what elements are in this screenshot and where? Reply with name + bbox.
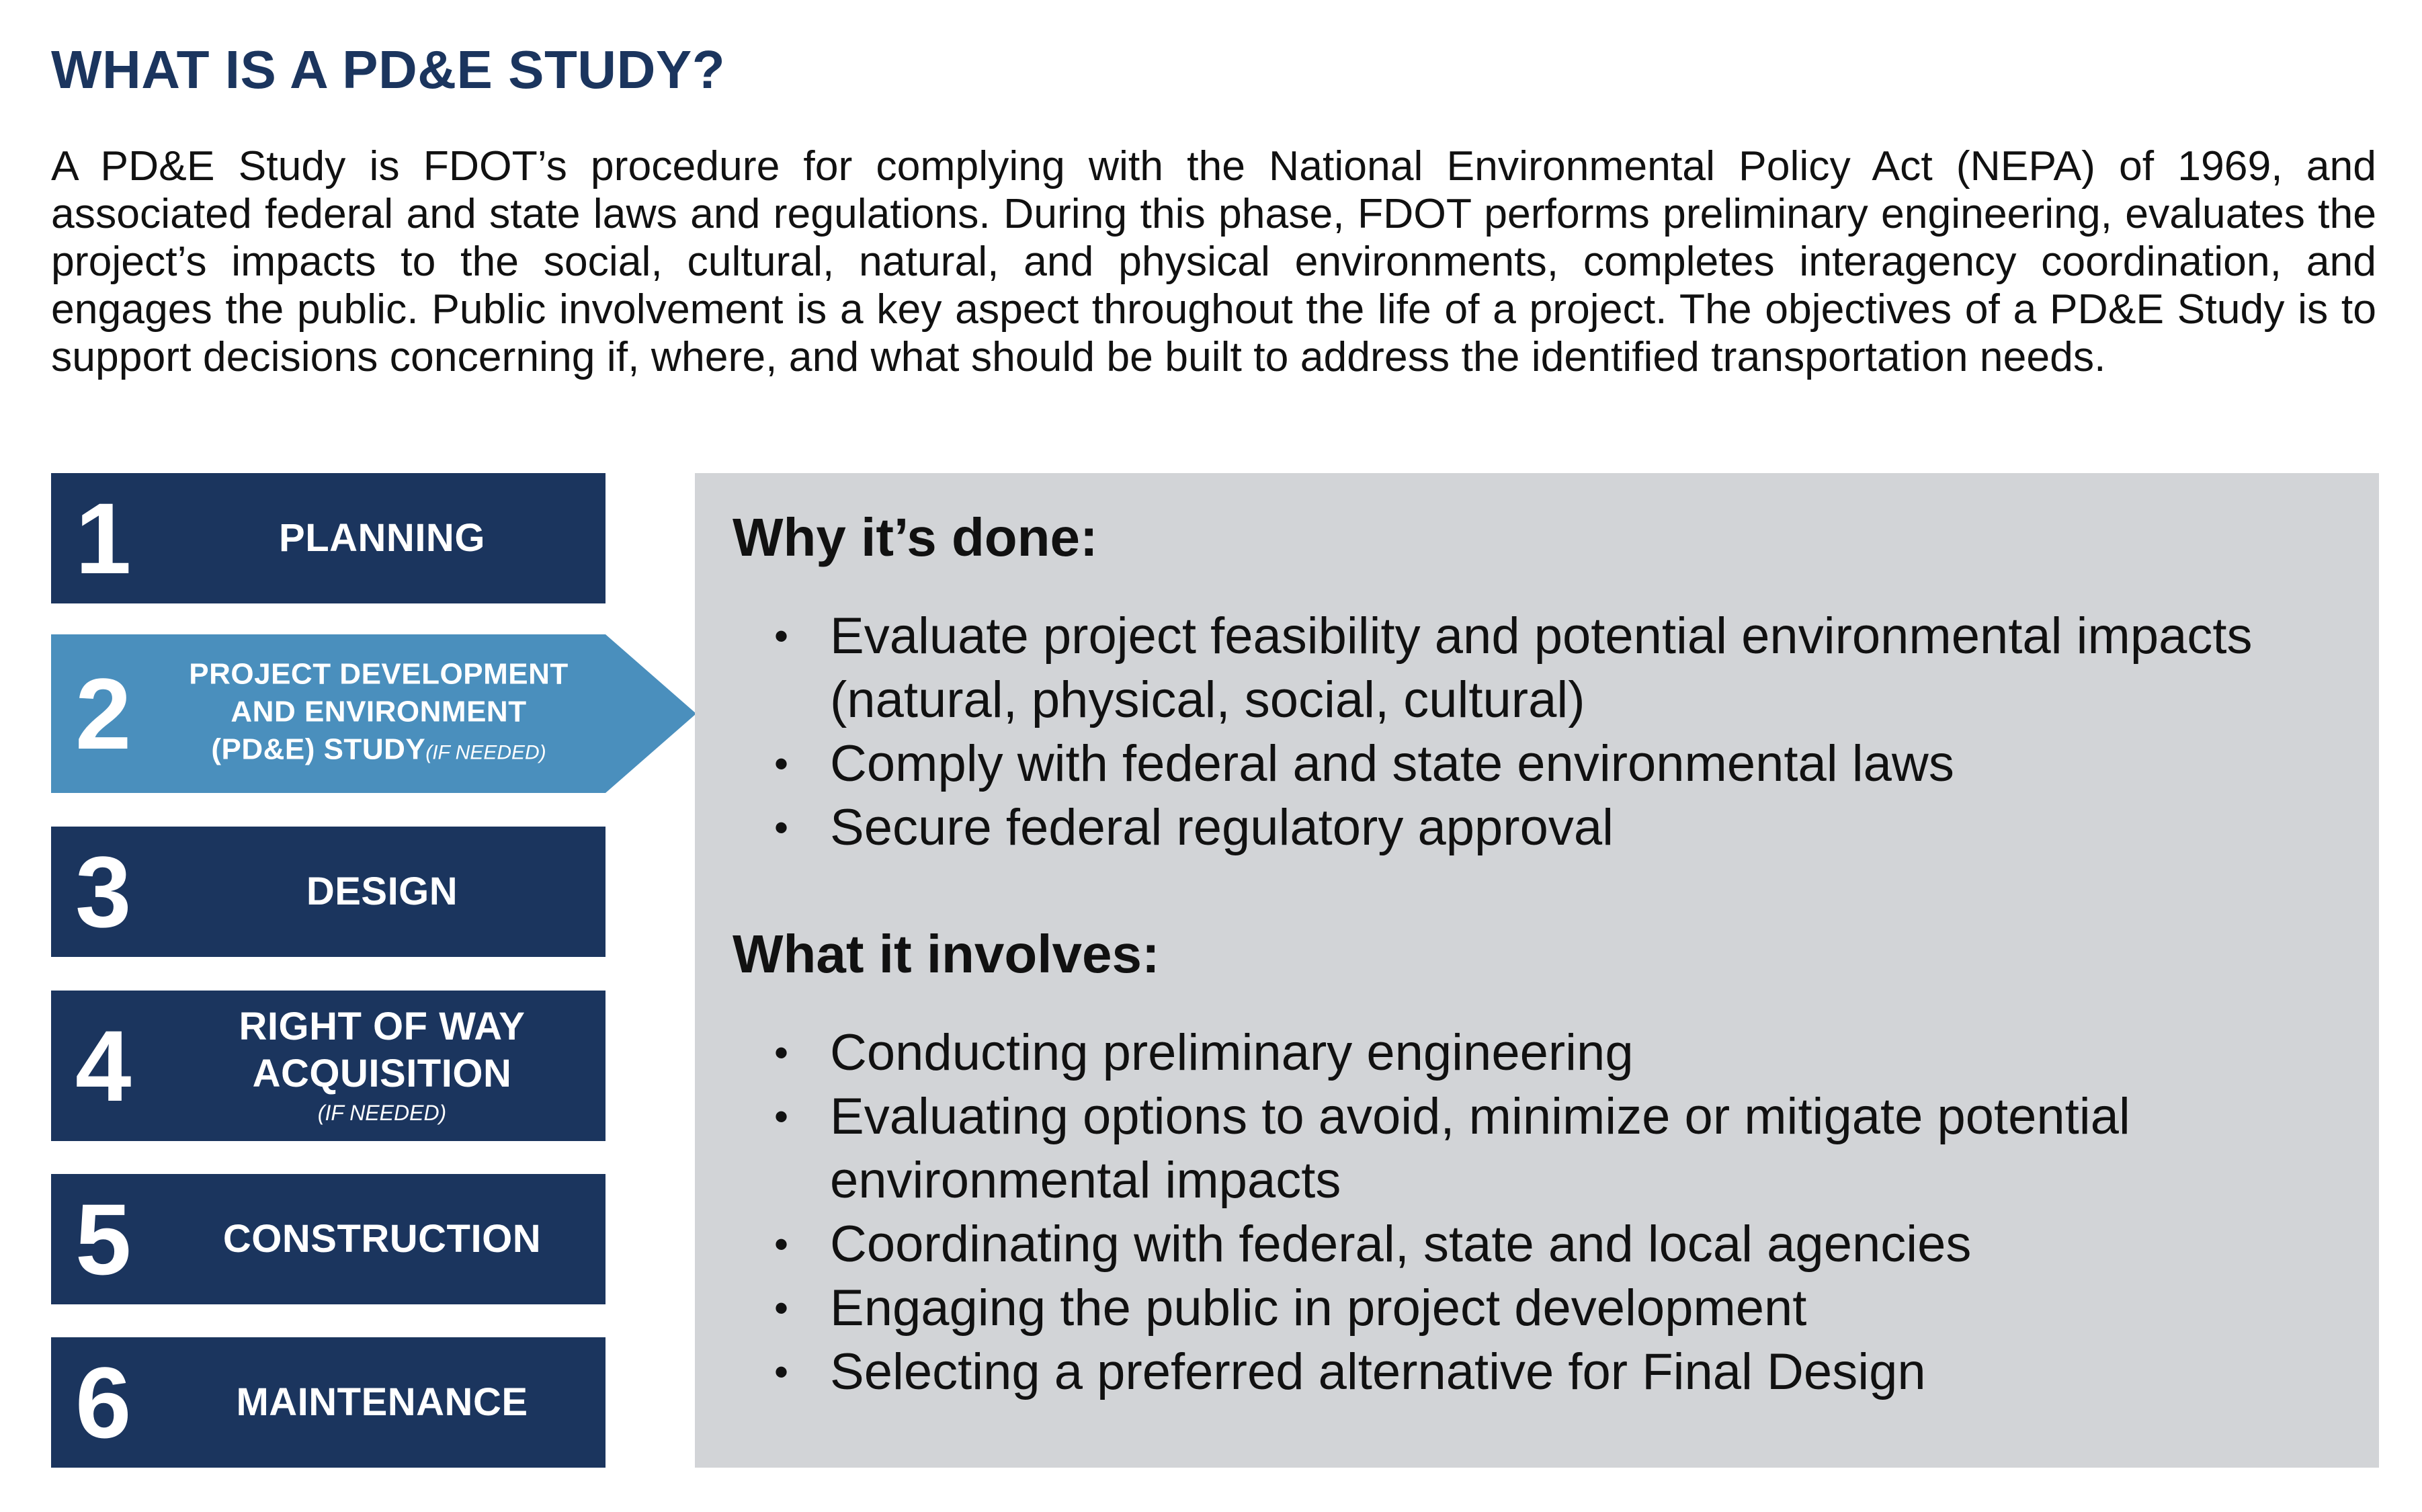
list-item-text: Coordinating with federal, state and local agencies (830, 1216, 1972, 1273)
list-item-text: Comply with federal and state environmental laws (830, 735, 1954, 792)
project-phases-list (51, 473, 696, 1474)
list-item (733, 1340, 2345, 1404)
step-label-line-text: (PD&E) STUDY (211, 732, 426, 766)
step-label: PLANNING (279, 516, 485, 560)
step-design (51, 827, 606, 957)
list-item (733, 1085, 2228, 1212)
list-item-text: Engaging the public in project development (830, 1279, 1807, 1337)
step-label-line (152, 731, 606, 772)
why-heading: Why it’s done: (733, 507, 1098, 567)
step-number: 6 (75, 1346, 132, 1459)
list-item-text: Evaluating options to avoid, minimize or mitigate potential environmental impacts (830, 1088, 2130, 1209)
step-planning (51, 473, 606, 603)
step-number: 2 (75, 657, 132, 770)
what-heading: What it involves: (733, 924, 1160, 984)
step-maintenance (51, 1337, 606, 1468)
list-item-text: Conducting preliminary engineering (830, 1024, 1634, 1081)
step-note: (IF NEEDED) (317, 1101, 447, 1125)
step-number: 4 (75, 1009, 132, 1122)
list-item-text: Secure federal regulatory approval (830, 799, 1614, 856)
step-label-line: RIGHT OF WAY (239, 1005, 526, 1048)
list-item (733, 796, 2345, 859)
bullet-icon: • (774, 1286, 789, 1331)
why-bullet-list (733, 604, 2345, 859)
bullet-icon: • (774, 805, 789, 850)
page-title: WHAT IS A PD&E STUDY? (51, 40, 726, 99)
list-item-text: Evaluate project feasibility and potential environmental impacts (natural, physical, social, cultural) (830, 607, 2253, 728)
step-number: 5 (75, 1183, 132, 1296)
list-item (733, 732, 2345, 796)
step-label-line: PROJECT DEVELOPMENT (189, 657, 569, 691)
step-note: (IF NEEDED) (425, 741, 546, 764)
step-label-line: ACQUISITION (252, 1052, 512, 1095)
step-right-of-way (51, 991, 606, 1141)
bullet-icon: • (774, 1030, 789, 1075)
list-item-text: Selecting a preferred alternative for Final Design (830, 1343, 1926, 1400)
list-item (733, 604, 2345, 732)
list-item (733, 1021, 2345, 1085)
step-label: CONSTRUCTION (222, 1217, 542, 1261)
step-number: 3 (75, 835, 132, 948)
step-label: DESIGN (306, 870, 458, 913)
step-label (159, 1003, 606, 1128)
bullet-icon: • (774, 614, 789, 659)
step-construction (51, 1174, 606, 1304)
bullet-icon: • (774, 1222, 789, 1267)
step-label (152, 656, 606, 772)
step-label-line: AND ENVIRONMENT (231, 695, 527, 728)
list-item (733, 1212, 2345, 1276)
step-label: MAINTENANCE (236, 1380, 528, 1424)
step-number: 1 (75, 482, 132, 595)
bullet-icon: • (774, 741, 789, 786)
what-bullet-list (733, 1021, 2345, 1404)
intro-paragraph: A PD&E Study is FDOT’s procedure for complying with the National Environmental Policy Act (NEPA) of 1969, and associated federal and state laws and regulations. During this phase, FDOT performs preliminary engineering, evaluates the project’s impacts to the social, cultural, natural, and physical environments, completes interagency coordination, and engages the public. Public involvement is a key aspect throughout the life of a project. The objectives of a PD&E Study is to support decisions concerning if, where, and what should be built to address the identified transportation needs. (51, 142, 2376, 380)
step-pde-study-active (51, 634, 696, 793)
list-item (733, 1276, 2345, 1340)
info-panel (695, 473, 2379, 1468)
bullet-icon: • (774, 1349, 789, 1394)
bullet-icon: • (774, 1094, 789, 1139)
